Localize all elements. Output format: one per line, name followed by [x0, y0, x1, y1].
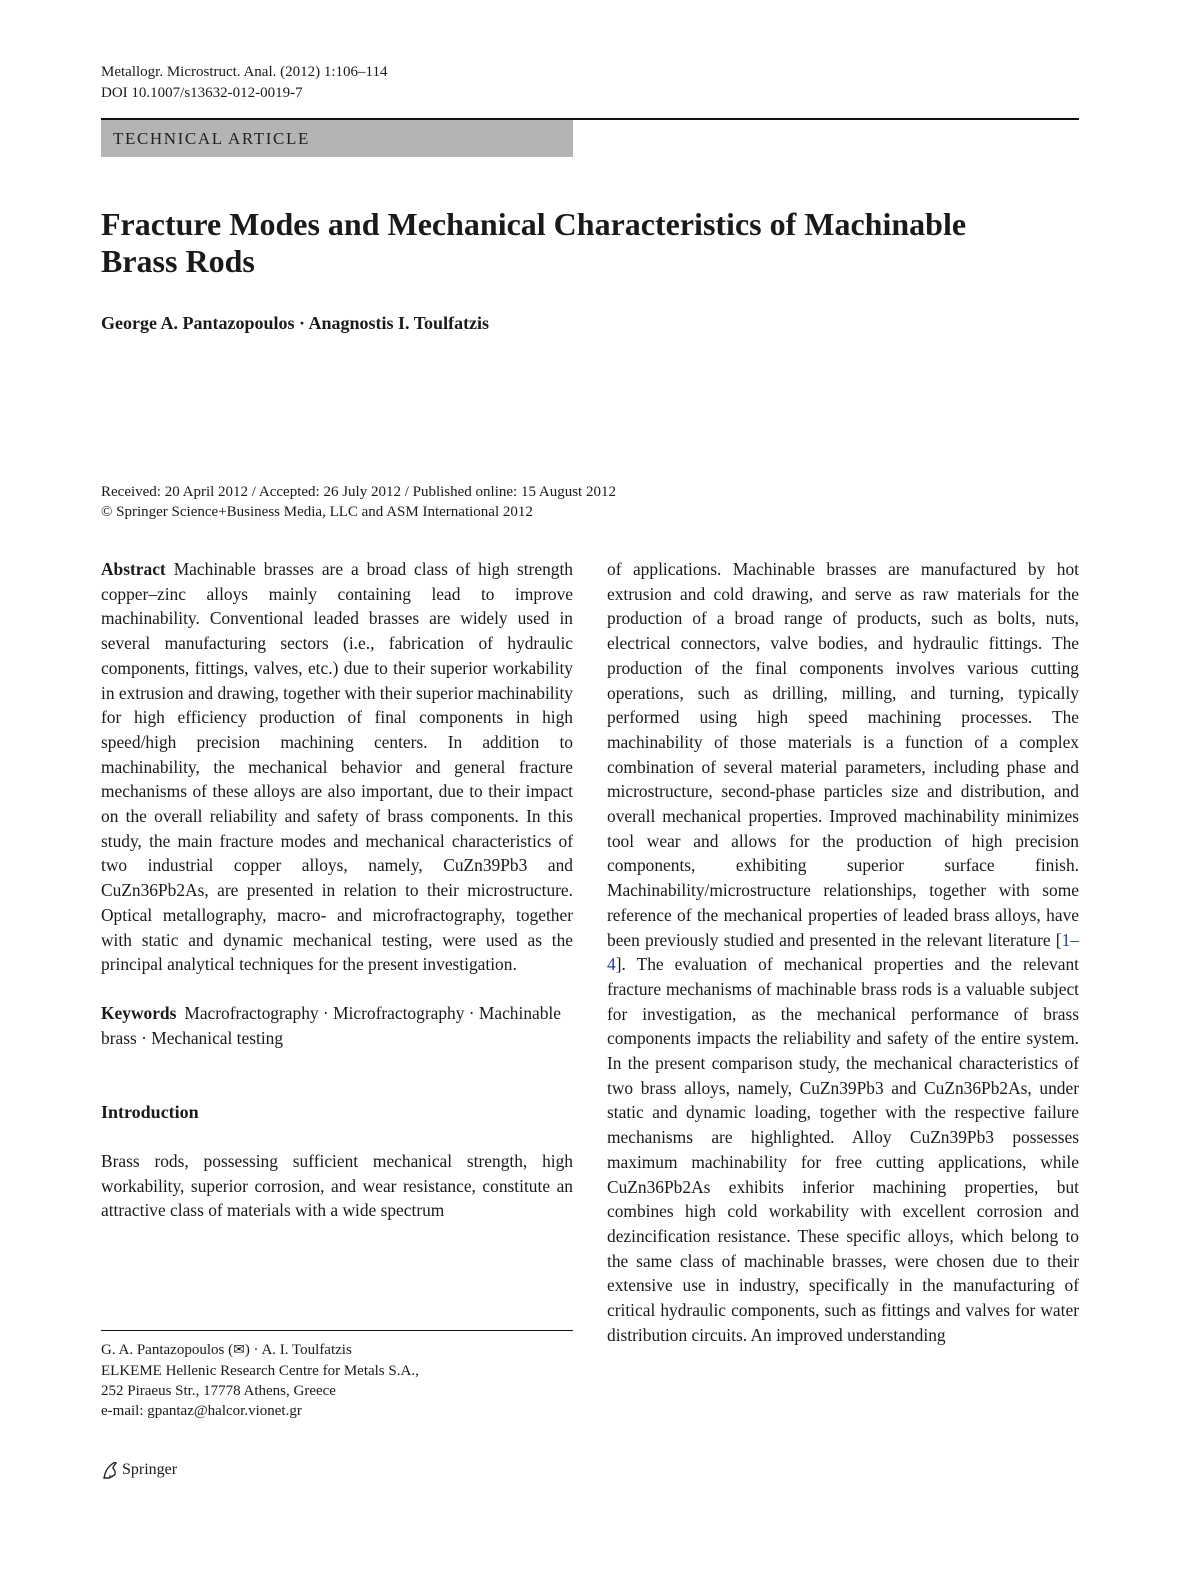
intro-right-part-a: of applications. Machinable brasses are manufactured by hot extrusion and cold drawing, and serve as raw materials for the production of a broad range of products, such as bolts, nuts, electrical connectors, valve bodies, and hydraulic fittings. The production of the final components involves various cutting operations, such as drilling, milling, and turning, typically performed using high speed machining processes. The machinability of those materials is a function of a complex combination of several material parameters, including phase and microstructure, second-phase particles size and distribution, and overall mechanical properties. Improved machinability minimizes tool wear and allows for the production of high precision components, exhibiting superior surface finish. Machinability/microstructure relationships, together with some reference of the mechanical properties of leaded brass alloys, have been previously studied and presented in the relevant literature [ — [607, 559, 1079, 950]
publisher-name: Springer — [122, 1461, 178, 1478]
introduction-text-right — [607, 557, 1079, 1348]
title-line-1: Fracture Modes and Mechanical Characteristics of Machinable — [101, 206, 967, 242]
copyright-line: © Springer Science+Business Media, LLC and ASM International 2012 — [101, 504, 533, 520]
author-list: George A. Pantazopoulos · Anagnostis I. Toulfatzis — [101, 313, 490, 333]
doi-line: DOI 10.1007/s13632-012-0019-7 — [101, 85, 303, 101]
introduction-text-left: Brass rods, possessing sufficient mechanical strength, high workability, superior corrosion, and wear resistance, constitute an attractive class of materials with a wide spectrum — [101, 1151, 573, 1221]
introduction-heading: Introduction — [101, 1102, 199, 1123]
footnote-rule — [101, 1330, 573, 1331]
keywords — [101, 1001, 573, 1050]
footnote-email[interactable]: e-mail: gpantaz@halcor.vionet.gr — [101, 1403, 302, 1419]
keywords-label: Keywords — [101, 1002, 177, 1023]
footnote-authors — [101, 1340, 419, 1361]
footnote-affiliation: ELKEME Hellenic Research Centre for Metals S.A., — [101, 1363, 419, 1379]
envelope-icon: ✉ — [233, 1343, 245, 1358]
footnote-author-2: ) · A. I. Toulfatzis — [244, 1342, 352, 1358]
footnote-author-1: G. A. Pantazopoulos ( — [101, 1342, 234, 1358]
right-column — [607, 557, 1079, 1348]
title-line-2: Brass Rods — [101, 243, 255, 279]
abstract-text: Machinable brasses are a broad class of high strength copper–zinc alloys mainly containing lead to improve machinability. Conventional leaded brasses are widely used in several manufacturing sectors (i.e., fabrication of hydraulic components, fittings, valves, etc.) due to their superior workability in extrusion and drawing, together with their superior machinability for high efficiency production of final components in high speed/high precision machining centers. In addition to machinability, the mechanical behavior and general fracture mechanisms of these alloys are also important, due to their impact on the overall reliability and safety of brass components. In this study, the main fracture modes and mechanical characteristics of two industrial copper alloys, namely, CuZn39Pb3 and CuZn36Pb2As, are presented in relation to their microstructure. Optical metallography, macro- and microfractography, together with static and dynamic mechanical testing, were used as the principal analytical techniques for the present investigation. — [101, 559, 573, 975]
footnote-address: 252 Piraeus Str., 17778 Athens, Greece — [101, 1383, 336, 1399]
left-column — [101, 557, 573, 1223]
journal-line: Metallogr. Microstruct. Anal. (2012) 1:106–114 — [101, 64, 388, 80]
abstract-label: Abstract — [101, 559, 166, 579]
abstract — [101, 557, 573, 977]
section-label: TECHNICAL ARTICLE — [101, 120, 573, 157]
keywords-text: Macrofractography · Microfractography · Machinable brass · Mechanical testing — [101, 1002, 561, 1048]
citation-link[interactable]: 1–4 — [607, 929, 1079, 975]
publication-dates — [101, 482, 616, 522]
intro-right-part-b: ]. The evaluation of mechanical properties and the relevant fracture mechanisms of machinable brass rods is a valuable subject for investigation, as the mechanical performance of brass components impacts the reliability and safety of the entire system. In the present comparison study, the mechanical characteristics of two brass alloys, namely, CuZn39Pb3 and CuZn36Pb2As, under static and dynamic loading, together with the respective failure mechanisms are highlighted. Alloy CuZn39Pb3 possesses maximum machinability for free cutting applications, while CuZn36Pb2As exhibits inferior machining properties, but combines high cold workability with excellent corrosion and dezincification resistance. These specific alloys, which belong to the same class of machinable brasses, were chosen due to their extensive use in industry, specifically in the manufacturing of critical hydraulic components, such as fittings and valves for water distribution circuits. An improved understanding — [607, 954, 1079, 1345]
springer-horse-icon — [101, 1460, 119, 1480]
publisher-footer — [101, 1460, 177, 1480]
journal-citation — [101, 62, 388, 104]
article-title — [101, 206, 1001, 280]
dates-line: Received: 20 April 2012 / Accepted: 26 July 2012 / Published online: 15 August 2012 — [101, 484, 616, 500]
author-footnote — [101, 1340, 419, 1421]
